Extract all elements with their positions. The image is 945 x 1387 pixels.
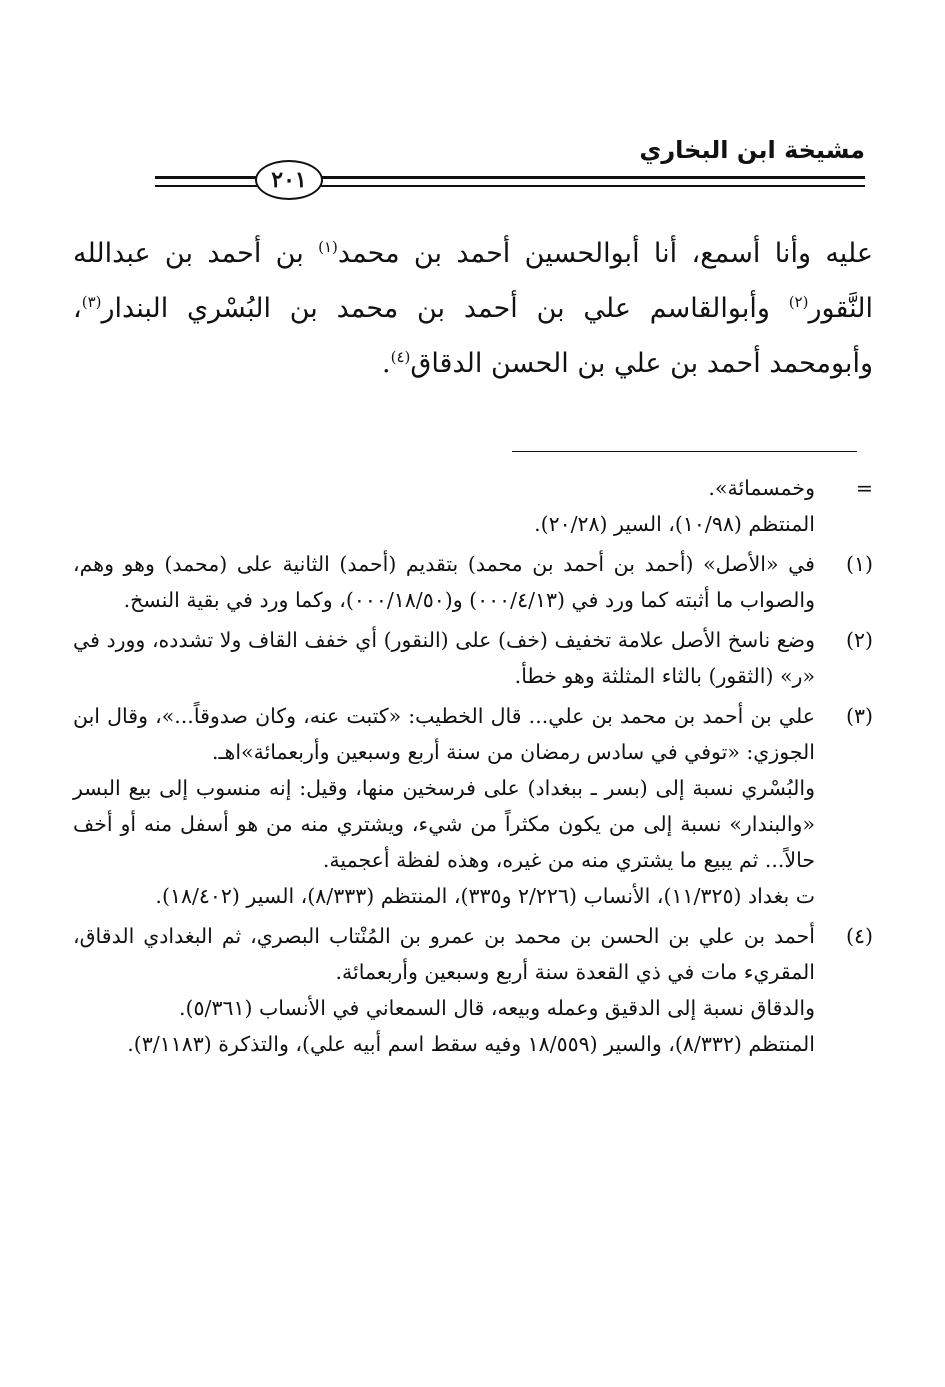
main-paragraph — [73, 226, 873, 391]
footnote-paragraph: وضع ناسخ الأصل علامة تخفيف (خف) على (النقور) أي خفف القاف ولا تشدده، وورد في «ر» (الثقور) بالثاء المثلثة وهو خطأ. — [73, 628, 815, 688]
footnote-body — [73, 470, 815, 542]
main-text-segment: . — [382, 348, 391, 379]
footnote-body — [73, 546, 815, 618]
header-rule-right-bottom — [321, 185, 865, 187]
header-rule-left-bottom — [155, 185, 259, 187]
footnote-paragraph: والدقاق نسبة إلى الدقيق وعمله وبيعه، قال السمعاني في الأنساب (٥/٣٦١). — [179, 996, 815, 1020]
main-text-segment: عليه وأنا أسمع، أنا أبوالحسين أحمد بن محمد — [337, 238, 874, 269]
footnotes — [73, 470, 873, 1066]
footnote-continued — [73, 470, 873, 542]
footnote-marker: (٤) — [845, 924, 873, 948]
footnote-line: وخمسمائة». — [708, 476, 815, 500]
footnote-paragraph: في «الأصل» (أحمد بن أحمد بن محمد) بتقديم (أحمد) الثانية على (محمد) وهو وهم، والصواب ما أثبته كما ورد في (٠٠٠/٤/١٣) و(٠٠٠/١٨/٥٠)، وكما ورد في بقية النسخ. — [73, 552, 815, 612]
footnote-paragraph: أحمد بن علي بن الحسن بن محمد بن عمرو بن المُنْتاب البصري، ثم البغدادي الدقاق، المقريء مات في ذي القعدة سنة أربع وسبعين وأربعمائة. — [73, 924, 815, 984]
footnote-ref-1[interactable]: (١) — [318, 238, 338, 256]
footnote-body — [73, 622, 815, 694]
footnote-4 — [73, 918, 873, 1062]
footnote-1 — [73, 546, 873, 618]
footnote-ref-2[interactable]: (٢) — [788, 293, 809, 311]
header-rule-left-top — [155, 176, 259, 179]
header-rule-right-top — [321, 176, 865, 179]
footnote-paragraph: المنتظم (٨/٣٣٢)، والسير (١٨/٥٥٩ وفيه سقط اسم أبيه علي)، والتذكرة (٣/١١٨٣). — [127, 1032, 815, 1056]
footnote-marker: (٣) — [845, 704, 873, 728]
footnote-line: المنتظم (١٠/٩٨)، السير (٢٠/٢٨). — [534, 512, 815, 536]
footnote-marker: (٢) — [845, 628, 873, 652]
footnote-marker: (١) — [845, 552, 873, 576]
footnote-body — [73, 698, 815, 914]
footnote-paragraph: علي بن أحمد بن محمد بن علي... قال الخطيب: «كتبت عنه، وكان صدوقاً...»، وقال ابن الجوزي: «توفي في سادس رمضان من سنة أربع وسبعين وأربعمائة»اهـ. — [73, 704, 815, 764]
footnote-ref-3[interactable]: (٣) — [81, 293, 102, 311]
main-text-segment: وأبوالقاسم علي بن أحمد بن محمد بن البُسْري البندار — [101, 293, 789, 324]
main-text-segment: ، وأبومحمد أحمد بن علي بن الحسن الدقاق — [73, 293, 873, 379]
footnote-paragraph: ت بغداد (١١/٣٢٥)، الأنساب (٢/٢٢٦ و٣٣٥)، المنتظم (٨/٣٣٣)، السير (١٨/٤٠٢). — [155, 884, 815, 908]
footnote-separator — [512, 451, 857, 452]
page-number-badge — [255, 160, 323, 200]
main-text — [73, 226, 873, 391]
main-text-segment: بن أحمد بن عبدالله النَّقور — [73, 238, 873, 324]
footnote-ref-4[interactable]: (٤) — [390, 348, 411, 366]
footnote-paragraph: والبُسْري نسبة إلى (بسر ـ ببغداد) على فرسخين منها، وقيل: إنه منسوب إلى بيع البسر «والبندار» نسبة إلى من يكون مكثراً من شيء، ويشتري منه من هو أسفل منه أو أخف حالاً... ثم يبيع ما يشتري منه من غيره، وهذه لفظة أعجمية. — [73, 776, 815, 872]
footnote-marker: = — [855, 476, 873, 500]
page-number: ٢٠١ — [271, 167, 307, 193]
running-title: مشيخة ابن البخاري — [639, 136, 865, 164]
footnote-3 — [73, 698, 873, 914]
footnote-body — [73, 918, 815, 1062]
footnote-2 — [73, 622, 873, 694]
